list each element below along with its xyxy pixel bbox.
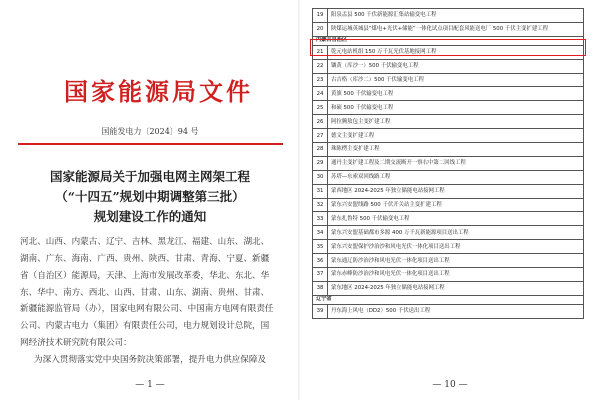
table-row (313, 281, 584, 295)
project-name: 镶黄（库沙一）500 千伏输变电工程 (328, 59, 584, 73)
page-number-left: — 1 — (135, 380, 165, 390)
paragraph-line: 湖南、广东、海南、广西、贵州、陕西、甘肃、青海、宁夏、新疆 (20, 254, 270, 264)
table-row (313, 73, 584, 87)
row-number: 30 (313, 170, 328, 184)
notice-title-line-1: 国家能源局关于加强电网主网架工程 (49, 169, 250, 184)
table-row (313, 184, 584, 198)
project-name: 古吉格（库沙二）500 千伏输变电工程 (328, 73, 584, 87)
project-name: 德文主变扩建工程 (328, 129, 584, 143)
paragraph-line: 为深入贯彻落实党中央国务院决策部署，提升电力供应保障及 (34, 355, 267, 365)
row-number: 28 (313, 143, 328, 157)
project-name: 阳泉盂县 500 千伏新能源汇集站输变电工程 (328, 9, 584, 23)
project-name: 丹东海上风电（DD2）500 千伏送出工程 (328, 304, 584, 318)
red-divider-line (18, 143, 283, 145)
table-row (313, 101, 584, 115)
project-name: 黄旗 500 千伏输变电工程 (328, 87, 584, 101)
project-name: 陕煤运城英城县“煤电+光伏+储能”一体化试点项目配套风能送电厂 500 千伏主变扩建工程 (328, 22, 584, 36)
row-number: 39 (313, 304, 328, 318)
table-row-highlighted (313, 22, 584, 36)
table-row (313, 226, 584, 240)
project-name: 珠陈楞主变扩建工程 (328, 143, 584, 157)
project-name: 阿拉腾敖包主变扩建工程 (328, 115, 584, 129)
paragraph-line: 新疆能源监管局（办），国家电网有限公司、中国南方电网有限责任 (20, 304, 274, 314)
table-row (313, 212, 584, 226)
table-row (313, 143, 584, 157)
project-name: 通丹主变扩建工程及二期交流断开一察右中第二回线工程 (328, 156, 584, 170)
recipients-paragraph (20, 234, 285, 302)
paragraph-line: 省（自治区）能源局，天津、上海市发展改革委，华北、东北、华 (20, 271, 270, 281)
section-label: 内蒙古自治区 (313, 36, 584, 45)
table-section-row (313, 295, 584, 304)
page-number-right: — 10 — (432, 380, 468, 390)
project-name: 蒙东兴安盟保护沙治沙和风电光伏一体化项目送出工程 (328, 240, 584, 254)
project-name: 蒙东赤峰防沙治沙和风电光伏一体化项目送出工程 (328, 268, 584, 282)
project-name: 苏塔—东索双回线路工程 (328, 170, 584, 184)
row-number: 27 (313, 129, 328, 143)
row-number: 25 (313, 101, 328, 115)
section-label: 辽宁省 (313, 295, 584, 304)
project-name: 蒙西地区 2024-2025 年独立储能电站接网工程 (328, 184, 584, 198)
row-number: 23 (313, 73, 328, 87)
project-name: 蒙东通辽防沙治沙和风电光伏一体化项目送出工程 (328, 254, 584, 268)
row-number: 19 (313, 9, 328, 23)
table-row (313, 9, 584, 23)
row-number: 37 (313, 268, 328, 282)
row-number: 29 (313, 156, 328, 170)
row-number: 20 (313, 22, 328, 36)
table-row (313, 254, 584, 268)
row-number: 26 (313, 115, 328, 129)
project-name: 乾元电站机组 150 万千瓦光伏基地接网工程 (328, 45, 584, 59)
highlight-box (310, 39, 586, 56)
body-first-line (20, 352, 285, 369)
paragraph-line: 网经济技术研究院有限公司： (20, 338, 132, 348)
table-row (313, 115, 584, 129)
table-row (313, 87, 584, 101)
right-document-page (300, 0, 600, 400)
row-number: 33 (313, 212, 328, 226)
table-row (313, 129, 584, 143)
project-name: 蒙东兴安盟线路 500 千伏开关站主变扩建工程 (328, 198, 584, 212)
table-row (313, 240, 584, 254)
project-name: 蒙东扎鲁特 500 千伏输变电工程 (328, 212, 584, 226)
table-row (313, 170, 584, 184)
table-row (313, 268, 584, 282)
row-number: 38 (313, 281, 328, 295)
project-name: 蒙东兴安盟基础都市多源 400 万千瓦新能源项目送出工程 (328, 226, 584, 240)
table-row (313, 304, 584, 318)
document-number: 国能发电力〔2024〕94 号 (101, 127, 199, 136)
table-row (313, 156, 584, 170)
project-name: 蒙东地区 2024-2025 年独立储能电站接网工程 (328, 281, 584, 295)
paragraph-line: 河北、山西、内蒙古、辽宁、吉林、黑龙江、福建、山东、湖北、 (20, 237, 270, 247)
row-number: 36 (313, 254, 328, 268)
paragraph-line: 东、华中、南方、西北、山西、甘肃、山东、湖南、贵州、甘肃、 (20, 288, 270, 298)
row-number: 21 (313, 45, 328, 59)
notice-title-line-3: 规划建设工作的通知 (93, 209, 207, 224)
row-number: 34 (313, 226, 328, 240)
row-number: 22 (313, 59, 328, 73)
project-name: 和硕 500 千伏输变电工程 (328, 101, 584, 115)
table-row (313, 198, 584, 212)
table-row (313, 59, 584, 73)
row-number: 35 (313, 240, 328, 254)
paragraph-line: 公司、内蒙古电力（集团）有限责任公司，电力规划设计总院，国 (20, 321, 270, 331)
row-number: 31 (313, 184, 328, 198)
row-number: 32 (313, 198, 328, 212)
row-number: 24 (313, 87, 328, 101)
recipients-paragraph-cont (20, 301, 285, 352)
document-header: 国家能源局文件 (64, 77, 253, 106)
notice-title-line-2: （“十四五”规划中期调整第三批） (55, 189, 245, 204)
